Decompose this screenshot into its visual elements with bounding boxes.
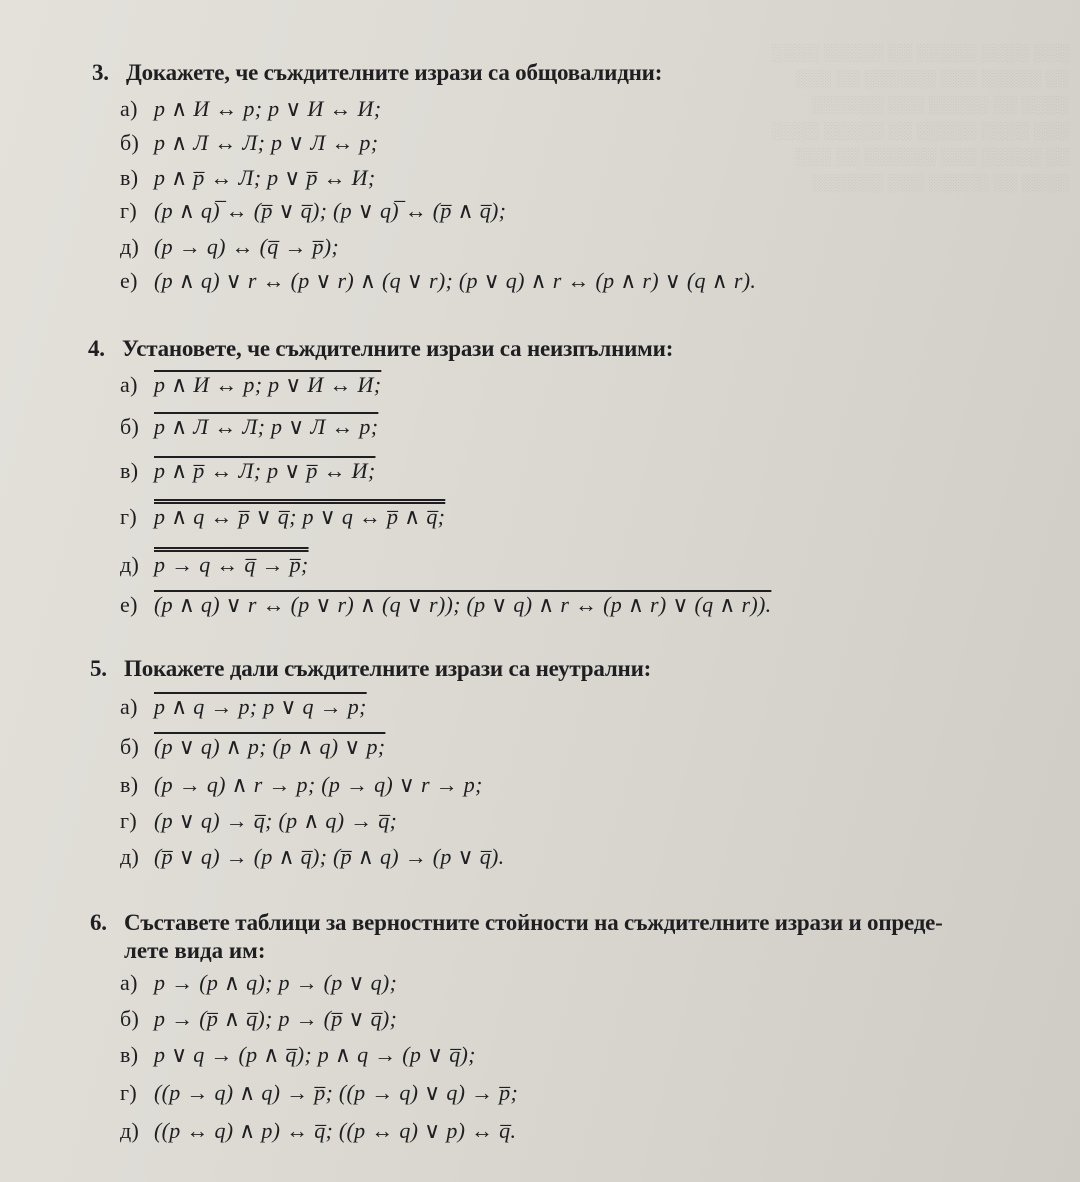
problem-3-item-e: д) (p → q) ↔ (q̅ → p̅); bbox=[120, 234, 340, 259]
problem-4-item-d: г) p ∧ q ↔ p̅ ∨ q̅; p ∨ q ↔ p̅ ∧ q̅; bbox=[120, 504, 446, 529]
problem-5-title: 5. Покажете дали съждителните изрази са неутрални: bbox=[90, 656, 652, 681]
problem-5-item-b: б) (p ∨ q) ∧ p; (p ∧ q) ∨ p; bbox=[120, 734, 386, 759]
problem-6-title: 6. Съставете таблици за верностните стойности на съждителните изрази и опреде- bbox=[90, 910, 943, 935]
problem-4-item-b: б) p ∧ Л ↔ Л; p ∨ Л ↔ p; bbox=[120, 414, 379, 439]
problem-4-title: 4. Установете, че съждителните изрази са неизпълними: bbox=[88, 336, 674, 361]
problem-3-item-f: е) (p ∧ q) ∨ r ↔ (p ∨ r) ∧ (q ∨ r); (p ∨ q) ∧ r ↔ (p ∧ r) ∨ (q ∧ r). bbox=[120, 268, 757, 293]
problem-5-item-a: а) p ∧ q → p; p ∨ q → p; bbox=[120, 694, 367, 719]
problem-6-item-a: а) p → (p ∧ q); p → (p ∨ q); bbox=[120, 970, 398, 995]
problem-3-item-d: г) (p ∧ q)̅ ↔ (p̅ ∨ q̅); (p ∨ q)̅ ↔ (p̅ ∧ q̅); bbox=[120, 198, 507, 223]
problem-3-item-b: б) p ∧ Л ↔ Л; p ∨ Л ↔ p; bbox=[120, 130, 379, 155]
problem-6-item-c: в) p ∨ q → (p ∧ q̅); p ∧ q → (p ∨ q̅); bbox=[120, 1042, 476, 1067]
problem-5-item-d: г) (p ∨ q) → q̅; (p ∧ q) → q̅; bbox=[120, 808, 398, 833]
problem-4-item-f: е) (p ∧ q) ∨ r ↔ (p ∨ r) ∧ (q ∨ r)); (p ∨ q) ∧ r ↔ (p ∧ r) ∨ (q ∧ r)). bbox=[120, 592, 772, 617]
problem-6-item-b: б) p → (p̅ ∧ q̅); p → (p̅ ∨ q̅); bbox=[120, 1006, 398, 1031]
problem-6-item-d: г) ((p → q) ∧ q) → p̅; ((p → q) ∨ q) → p̅; bbox=[120, 1080, 519, 1105]
problem-6-item-e: д) ((p ↔ q) ∧ p) ↔ q̅; ((p ↔ q) ∨ p) ↔ q̅. bbox=[120, 1118, 517, 1143]
problem-5-item-c: в) (p → q) ∧ r → p; (p → q) ∨ r → p; bbox=[120, 772, 483, 797]
problem-3-item-a: а) p ∧ И ↔ p; p ∨ И ↔ И; bbox=[120, 96, 382, 121]
problem-6-title-continued: лете вида им: bbox=[124, 938, 266, 963]
problem-5-item-e: д) (p̅ ∨ q) → (p ∧ q̅); (p̅ ∧ q) → (p ∨ q̅). bbox=[120, 844, 505, 869]
bleed-through-text: ░░░ ░░░░ ░░░░░ ░░ ░░░░░ ░░░░ ░░ ░░░░░ ░░░ ░░░░░░ ░░ ░░░ ░░░░ ░░ ░░░░░ ░░░ ░░░░░░ ░░░ ░░░░ ░░░░░ ░░ ░░░░░ ░░░░ ░░ ░░░░░ ░░░ ░░░░░░ ░░ ░░░ ░░░░ ░░ ░░░░░ ░░░ ░░░░░░ bbox=[771, 43, 1070, 192]
problem-3-title: 3. Докажете, че съждителните изрази са общовалидни: bbox=[92, 60, 663, 85]
problem-4-item-a: а) p ∧ И ↔ p; p ∨ И ↔ И; bbox=[120, 372, 382, 397]
problem-4-item-e: д) p → q ↔ q̅ → p̅; bbox=[120, 552, 309, 577]
problem-3-item-c: в) p ∧ p̅ ↔ Л; p ∨ p̅ ↔ И; bbox=[120, 165, 376, 190]
problem-4-item-c: в) p ∧ p̅ ↔ Л; p ∨ p̅ ↔ И; bbox=[120, 458, 376, 483]
